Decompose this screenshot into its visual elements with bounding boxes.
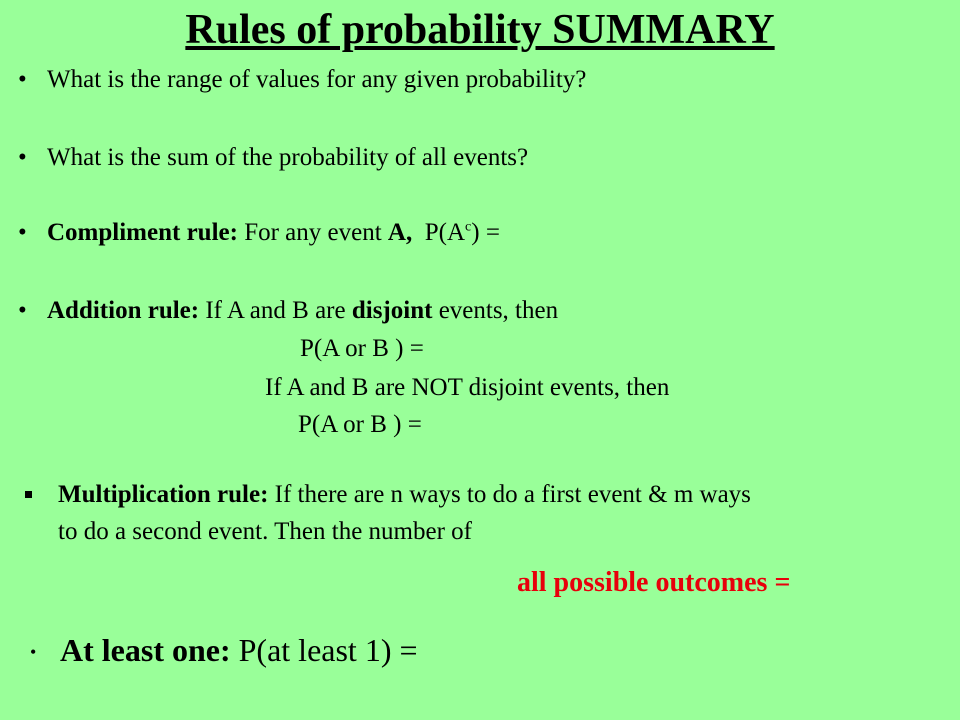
- multiplication-rule-text: If there are n ways to do a first event & m ways: [268, 481, 751, 508]
- at-least-one-rule: [60, 630, 418, 670]
- complement-expr-end: ) =: [471, 219, 500, 246]
- addition-rule-text: If A and B are: [199, 297, 352, 324]
- complement-rule-label: Compliment rule:: [47, 219, 238, 246]
- slide-title-text: Rules of probability SUMMARY: [185, 7, 775, 53]
- bullet-dot: •: [18, 66, 27, 93]
- addition-expr-not-disjoint: P(A or B ) =: [298, 411, 422, 438]
- addition-rule-label: Addition rule:: [47, 297, 200, 324]
- bullet-dot: •: [18, 144, 27, 171]
- bullet-dot: •: [30, 642, 37, 662]
- addition-rule-text-end: events, then: [432, 297, 559, 324]
- range-question: What is the range of values for any given probability?: [47, 66, 587, 93]
- at-least-one-text: P(at least 1) =: [230, 632, 418, 668]
- bullet-dot: •: [18, 297, 27, 324]
- complement-rule-text: For any event: [237, 219, 388, 246]
- bullet-dot: •: [18, 219, 27, 246]
- multiplication-rule: [58, 479, 751, 511]
- multiplication-rule-line2: to do a second event. Then the number of: [58, 518, 473, 545]
- complement-expr-start: P(A: [424, 219, 466, 246]
- square-bullet-icon: [25, 491, 32, 498]
- complement-rule: [47, 217, 500, 249]
- at-least-one-label: At least one:: [60, 632, 231, 668]
- complement-superscript: c: [465, 219, 472, 235]
- complement-event: A,: [387, 219, 413, 246]
- multiplication-rule-label: Multiplication rule:: [58, 481, 269, 508]
- sum-question: What is the sum of the probability of all events?: [47, 144, 529, 171]
- slide-title: [0, 4, 960, 56]
- addition-not-disjoint-text: If A and B are NOT disjoint events, then: [265, 374, 670, 401]
- addition-disjoint-emph: disjoint: [351, 297, 433, 324]
- addition-rule: [47, 295, 558, 327]
- all-possible-outcomes: all possible outcomes =: [517, 567, 791, 598]
- addition-expr-disjoint: P(A or B ) =: [300, 335, 424, 362]
